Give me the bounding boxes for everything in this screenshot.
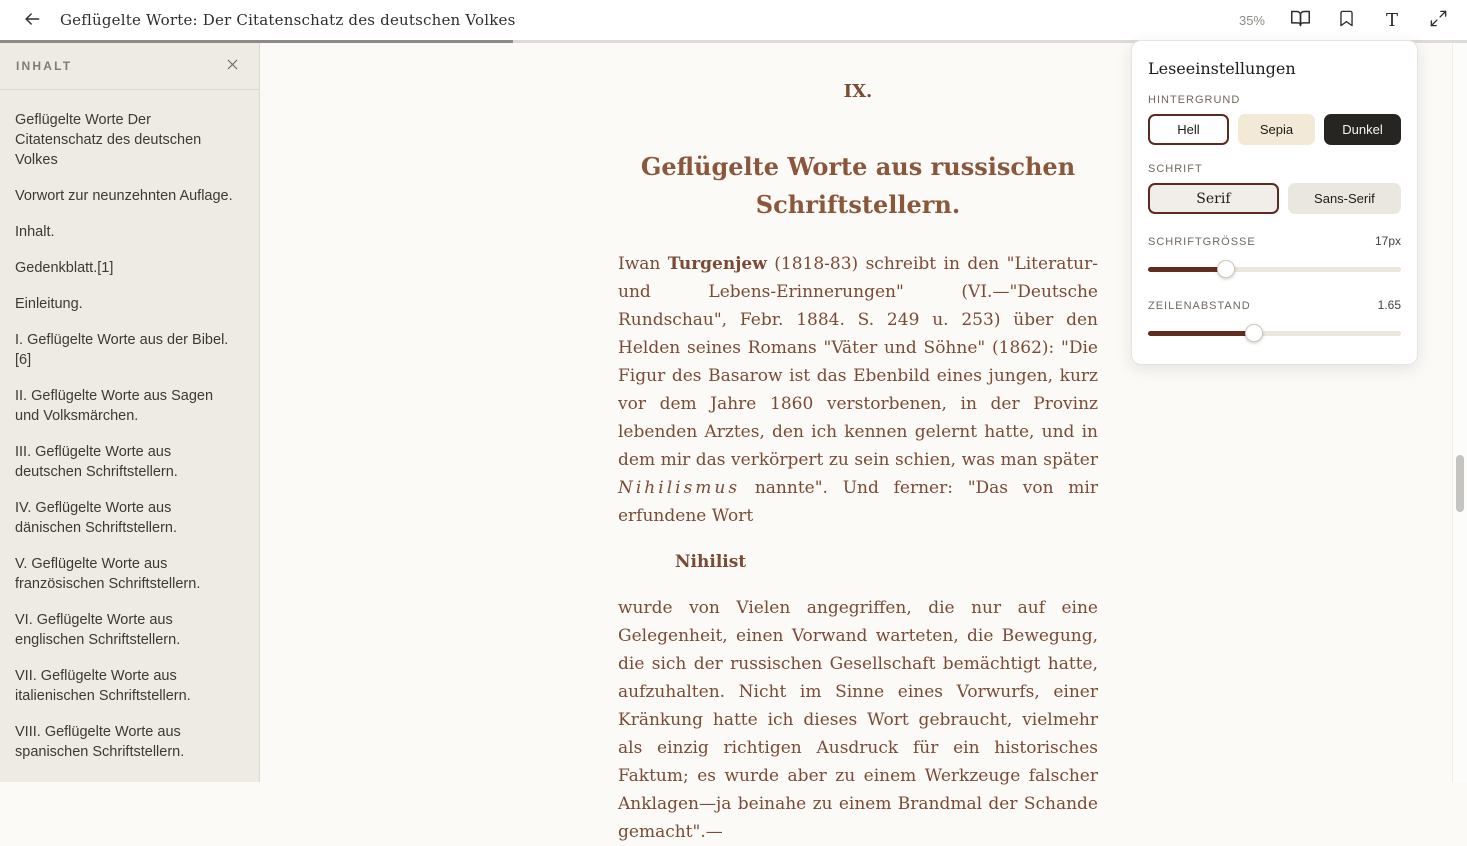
book-open-icon (1290, 8, 1311, 32)
font-size-slider-thumb[interactable] (1217, 260, 1235, 278)
toc-list (0, 90, 259, 788)
toc-item[interactable]: IV. Geflügelte Worte aus dänischen Schriftstellern. (15, 498, 237, 538)
line-height-slider-thumb[interactable] (1245, 324, 1263, 342)
toc-item[interactable]: Vorwort zur neunzehnten Auflage. (15, 186, 237, 206)
chapter-title: Geflügelte Worte aus russischen Schriftstellern. (618, 148, 1098, 224)
toc-item[interactable]: II. Geflügelte Worte aus Sagen und Volksmärchen. (15, 386, 237, 426)
reading-settings-panel (1131, 40, 1418, 365)
reading-progress-fill (0, 40, 513, 43)
background-section-label: HINTERGRUND (1148, 94, 1401, 106)
toc-item[interactable]: VIII. Geflügelte Worte aus spanischen Schriftstellern. (15, 722, 237, 762)
font-section-label: SCHRIFT (1148, 163, 1401, 175)
back-arrow-icon (22, 9, 42, 32)
line-height-label: ZEILENABSTAND (1148, 300, 1251, 312)
bookmark-button[interactable] (1335, 9, 1357, 31)
font-size-label: SCHRIFTGRÖSSE (1148, 236, 1256, 248)
toc-sidebar (0, 43, 260, 782)
text-settings-button[interactable] (1381, 9, 1403, 31)
scrollbar-track[interactable] (1452, 43, 1467, 782)
settings-title: Leseeinstellungen (1148, 59, 1401, 78)
font-size-value: 17px (1375, 234, 1401, 248)
toc-item[interactable]: V. Geflügelte Worte aus französischen Schriftstellern. (15, 554, 237, 594)
line-height-slider[interactable] (1148, 324, 1401, 342)
background-option-light[interactable]: Hell (1148, 114, 1229, 145)
paragraph-1: Iwan Turgenjew (1818-83) schreibt in den "Literatur- und Lebens-Erinnerungen" (VI.—"Deutsche Rundschau", Febr. 1884. S. 249 u. 253) über den Helden seines Romans "Väter und Söhne" (1862): "Die Figur des Basarow ist das Ebenbild eines jungen, kurz vor dem Jahre 1860 verstorbenen, in der Provinz lebenden Arztes, den ich kennen gelernt hatte, und in dem mir das verkörpert zu sein schien, was man später Nihilismus nannte". Und ferner: "Das von mir erfundene Wort (618, 250, 1098, 530)
chapter-number: IX. (618, 81, 1098, 102)
font-option-sans[interactable]: Sans-Serif (1288, 183, 1401, 214)
toc-item[interactable]: Einleitung. (15, 294, 237, 314)
text-format-icon: T (1386, 10, 1398, 31)
font-option-serif[interactable]: Serif (1148, 183, 1279, 214)
topbar-controls (1239, 9, 1449, 31)
font-options (1148, 183, 1401, 214)
toc-button[interactable] (1289, 9, 1311, 31)
bookmark-icon (1337, 9, 1356, 31)
toc-item[interactable]: VI. Geflügelte Worte aus englischen Schriftstellern. (15, 610, 237, 650)
toc-item[interactable]: III. Geflügelte Worte aus deutschen Schriftstellern. (15, 442, 237, 482)
paragraph-2: wurde von Vielen angegriffen, die nur auf eine Gelegenheit, einen Vorwand warteten, die Bewegung, die sich der russischen Gesellschaft bemächtigt hatte, aufzuhalten. Nicht im Sinne eines Vorwurfs, einer Kränkung hatte ich dieses Wort gebraucht, vielmehr als einzig richtigen Ausdruck für ein historisches Faktum; es wurde aber zu einem Werkzeuge falscher Anklagen—ja beinahe zu einem Brandmal der Schande gemacht".— (618, 594, 1098, 846)
fullscreen-button[interactable] (1427, 9, 1449, 31)
close-icon (224, 56, 241, 76)
line-height-slider-fill (1148, 331, 1254, 336)
toc-item[interactable]: Inhalt. (15, 222, 237, 242)
background-option-sepia[interactable]: Sepia (1238, 114, 1315, 145)
background-options (1148, 114, 1401, 145)
toc-sidebar-header (0, 43, 259, 90)
author-name: Turgenjew (668, 254, 767, 274)
toc-item[interactable]: I. Geflügelte Worte aus der Bibel.[6] (15, 330, 237, 370)
scrollbar-thumb[interactable] (1456, 455, 1464, 512)
reader-column (618, 43, 1098, 846)
toc-item[interactable]: Geflügelte Worte Der Citatenschatz des deutschen Volkes (15, 110, 237, 170)
toc-close-button[interactable] (221, 55, 243, 77)
background-option-dark[interactable]: Dunkel (1324, 114, 1401, 145)
line-height-value: 1.65 (1378, 298, 1401, 312)
back-button[interactable] (18, 6, 46, 34)
top-bar (0, 0, 1467, 40)
expand-icon (1429, 9, 1448, 31)
quote-word: Nihilist (675, 548, 1098, 576)
book-title: Geflügelte Worte: Der Citatenschatz des deutschen Volkes (60, 11, 516, 29)
emphasized-word: Nihilismus (618, 478, 740, 498)
toc-header-label: INHALT (16, 59, 72, 73)
toc-item[interactable]: Gedenkblatt.[1] (15, 258, 237, 278)
font-size-slider-fill (1148, 267, 1226, 272)
toc-item[interactable]: VII. Geflügelte Worte aus italienischen Schriftstellern. (15, 666, 237, 706)
font-size-slider[interactable] (1148, 260, 1401, 278)
reading-progress-label: 35% (1239, 13, 1265, 28)
